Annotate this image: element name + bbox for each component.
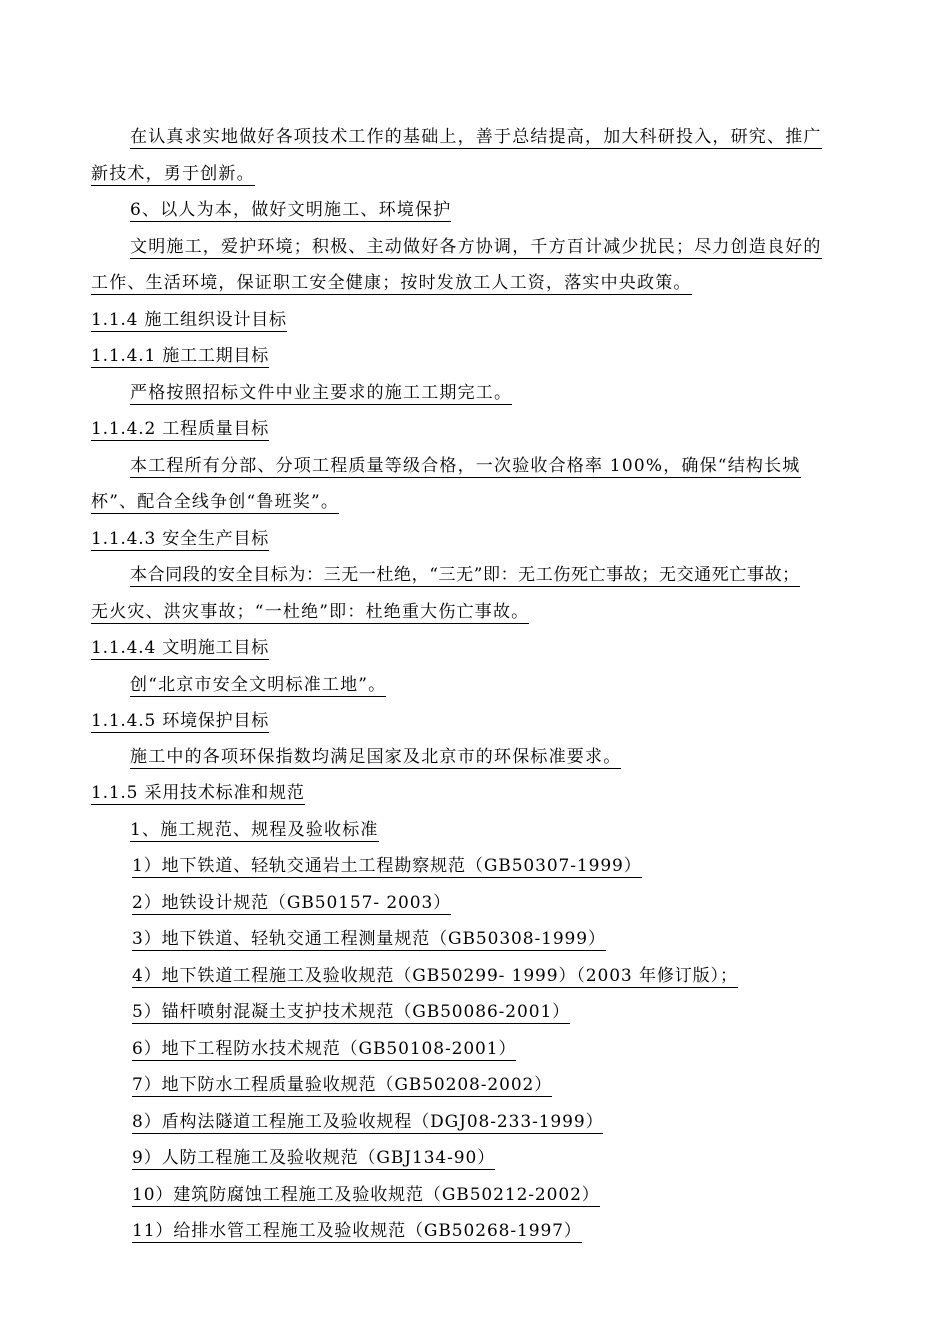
paragraph-innovation-line-2: 新技术，勇于创新。: [91, 164, 255, 184]
item-6-title: 6、以人为本，做好文明施工、环境保护: [130, 200, 452, 220]
heading-1-1-4-5: 1.1.4.5 环境保护目标: [91, 711, 270, 731]
safety-target-line-2: 无火灾、洪灾事故；“一杜绝”即：杜绝重大伤亡事故。: [91, 602, 530, 622]
schedule-target-text: 严格按照招标文件中业主要求的施工工期完工。: [130, 383, 513, 403]
item-6-line-1: 文明施工，爱护环境；积极、主动做好各方协调，千方百计减少扰民；尽力创造良好的: [130, 237, 822, 257]
quality-target-line-2: 杯”、配合全线争创“鲁班奖”。: [91, 492, 340, 512]
standard-item-7: 7）地下防水工程质量验收规范（GB50208-2002）: [132, 1075, 553, 1095]
standard-item-3: 3）地下铁道、轻轨交通工程测量规范（GB50308-1999）: [132, 929, 606, 949]
standard-item-9: 9）人防工程施工及验收规范（GBJ134-90）: [132, 1148, 496, 1168]
standard-item-1: 1）地下铁道、轻轨交通岩土工程勘察规范（GB50307-1999）: [132, 856, 642, 876]
standard-item-11: 11）给排水管工程施工及验收规范（GB50268-1997）: [132, 1221, 582, 1241]
environment-target-text: 施工中的各项环保指数均满足国家及北京市的环保标准要求。: [130, 747, 622, 767]
safety-target-line-1: 本合同段的安全目标为：三无一杜绝，“三无”即：无工伤死亡事故；无交通死亡事故；: [130, 565, 800, 585]
standard-item-10: 10）建筑防腐蚀工程施工及验收规范（GB50212-2002）: [132, 1185, 600, 1205]
civilized-target-text: 创“北京市安全文明标准工地”。: [130, 675, 387, 695]
standard-item-8: 8）盾构法隧道工程施工及验收规程（DGJ08-233-1999）: [132, 1112, 604, 1132]
heading-1-1-4-2: 1.1.4.2 工程质量目标: [91, 419, 270, 439]
standard-item-4: 4）地下铁道工程施工及验收规范（GB50299- 1999）（2003 年修订版）；: [132, 966, 738, 986]
paragraph-innovation-line-1: 在认真求实地做好各项技术工作的基础上，善于总结提高，加大科研投入，研究、推广: [130, 127, 822, 147]
heading-1-1-5: 1.1.5 采用技术标准和规范: [91, 783, 305, 803]
heading-1-1-4-4: 1.1.4.4 文明施工目标: [91, 638, 270, 658]
standards-subheading: 1、施工规范、规程及验收标准: [130, 820, 379, 840]
standard-item-5: 5）锚杆喷射混凝土支护技术规范（GB50086-2001）: [132, 1002, 571, 1022]
standard-item-6: 6）地下工程防水技术规范（GB50108-2001）: [132, 1039, 517, 1059]
heading-1-1-4: 1.1.4 施工组织设计目标: [91, 310, 287, 330]
quality-target-line-1: 本工程所有分部、分项工程质量等级合格，一次验收合格率 100%，确保“结构长城: [130, 456, 801, 476]
heading-1-1-4-3: 1.1.4.3 安全生产目标: [91, 529, 270, 549]
standard-item-2: 2）地铁设计规范（GB50157- 2003）: [132, 893, 452, 913]
item-6-line-2: 工作、生活环境，保证职工安全健康；按时发放工人工资，落实中央政策。: [91, 273, 692, 293]
heading-1-1-4-1: 1.1.4.1 施工工期目标: [91, 346, 270, 366]
